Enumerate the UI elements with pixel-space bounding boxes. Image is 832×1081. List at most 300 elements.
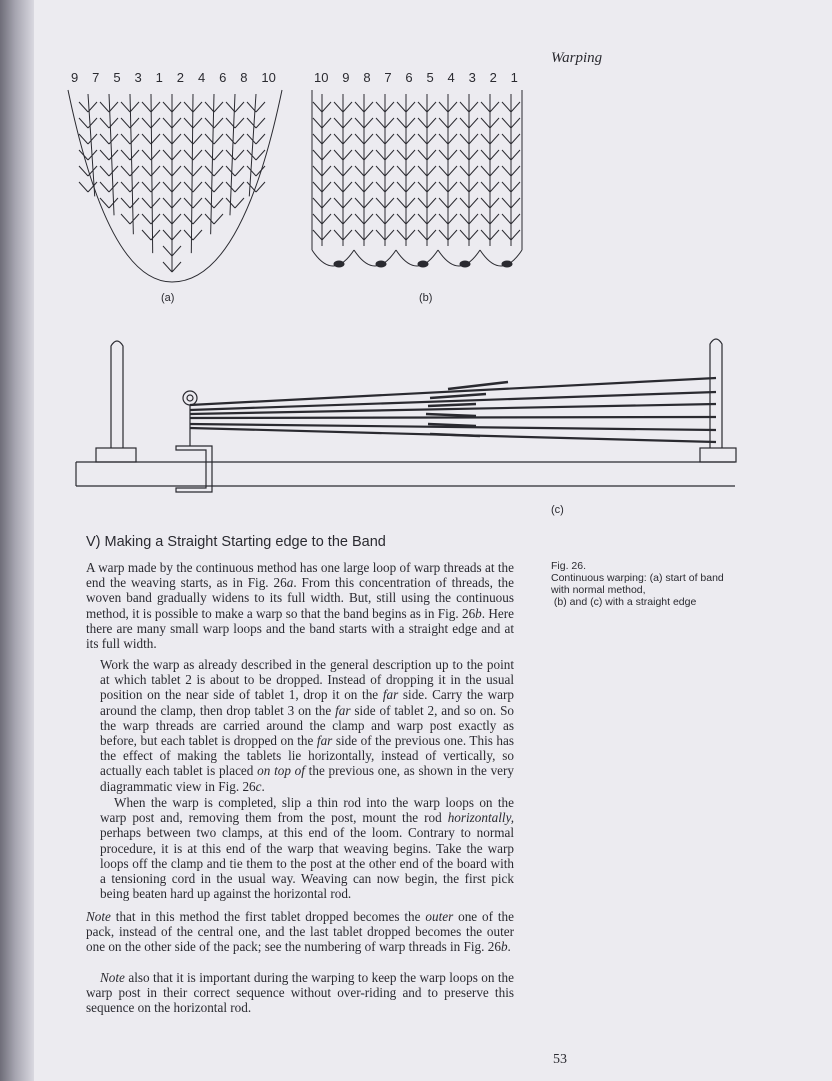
herringbone-stitch [376, 102, 385, 112]
herringbone-stitch [343, 150, 352, 160]
herringbone-stitch [235, 150, 244, 160]
herringbone-stitch [313, 102, 322, 112]
herringbone-stitch [460, 134, 469, 144]
herringbone-stitch [121, 214, 130, 224]
herringbone-stitch [439, 198, 448, 208]
herringbone-stitch [172, 118, 181, 128]
herringbone-stitch [460, 150, 469, 160]
herringbone-stitch [100, 118, 109, 128]
herringbone-stitch [256, 134, 265, 144]
herringbone-stitch [322, 198, 331, 208]
herringbone-stitch [235, 102, 244, 112]
text-run-italic: outer [425, 909, 454, 924]
herringbone-stitch [214, 134, 223, 144]
herringbone-stitch [214, 102, 223, 112]
herringbone-stitch [184, 150, 193, 160]
herringbone-stitch [130, 198, 139, 208]
herringbone-stitch [502, 166, 511, 176]
herringbone-stitch [427, 166, 436, 176]
text-run-italic: b [500, 939, 508, 955]
herringbone-stitch [511, 118, 520, 128]
herringbone-stitch [163, 102, 172, 112]
herringbone-stitch [193, 150, 202, 160]
herringbone-stitch [172, 246, 181, 256]
text-run: side of the previous one. This has the effect of making the tablets lie horizontally, instead of vertically, so actually each tablet is placed [100, 733, 514, 779]
herringbone-stitch [481, 118, 490, 128]
herringbone-stitch [448, 118, 457, 128]
herringbone-stitch [313, 118, 322, 128]
herringbone-stitch [469, 230, 478, 240]
herringbone-stitch [490, 134, 499, 144]
herringbone-stitch [385, 134, 394, 144]
herringbone-stitch [439, 134, 448, 144]
herringbone-stitch [163, 118, 172, 128]
text-run-italic: far [335, 702, 351, 718]
herringbone-stitch [322, 102, 331, 112]
herringbone-stitch [322, 230, 331, 240]
warp-loop [312, 250, 354, 266]
herringbone-stitch [193, 198, 202, 208]
herringbone-stitch [427, 102, 436, 112]
herringbone-stitch [385, 166, 394, 176]
herringbone-stitch [214, 150, 223, 160]
herringbone-stitch [460, 166, 469, 176]
warp-loop [354, 250, 396, 266]
herringbone-stitch [142, 230, 151, 240]
thread-number: 9 [71, 70, 79, 85]
herringbone-stitch [151, 102, 160, 112]
herringbone-stitch [511, 166, 520, 176]
herringbone-stitch [385, 118, 394, 128]
herringbone-stitch [313, 230, 322, 240]
herringbone-stitch [334, 214, 343, 224]
herringbone-stitch [376, 150, 385, 160]
right-warp-post [710, 339, 722, 448]
herringbone-stitch [193, 118, 202, 128]
herringbone-stitch [172, 214, 181, 224]
herringbone-stitch [172, 134, 181, 144]
thread-number: 3 [468, 70, 476, 85]
herringbone-stitch [364, 214, 373, 224]
thread-number: 7 [92, 70, 100, 85]
herringbone-stitch [193, 230, 202, 240]
herringbone-stitch [79, 150, 88, 160]
herringbone-stitch [121, 182, 130, 192]
thread-number: 2 [176, 70, 185, 85]
herringbone-stitch [235, 198, 244, 208]
herringbone-stitch [142, 166, 151, 176]
herringbone-stitch [460, 198, 469, 208]
herringbone-stitch [469, 118, 478, 128]
herringbone-stitch [469, 214, 478, 224]
herringbone-stitch [193, 166, 202, 176]
herringbone-stitch [481, 198, 490, 208]
herringbone-stitch [121, 134, 130, 144]
herringbone-stitch [205, 198, 214, 208]
herringbone-stitch [193, 134, 202, 144]
loop-shadow [460, 261, 470, 267]
herringbone-stitch [142, 134, 151, 144]
herringbone-stitch [502, 118, 511, 128]
herringbone-stitch [397, 214, 406, 224]
herringbone-stitch [490, 118, 499, 128]
herringbone-stitch [100, 182, 109, 192]
loop-shadow [376, 261, 386, 267]
herringbone-stitch [172, 262, 181, 272]
herringbone-stitch [385, 214, 394, 224]
herringbone-stitch [439, 182, 448, 192]
herringbone-stitch [355, 102, 364, 112]
text-run: side. Carry the warp around the clamp, then drop tablet 3 on the [100, 687, 514, 718]
figure-label-a: (a) [161, 292, 175, 304]
herringbone-stitch [322, 150, 331, 160]
herringbone-stitch [427, 150, 436, 160]
herringbone-stitch [172, 150, 181, 160]
band-rib-line [211, 94, 214, 234]
clamp-ring [183, 391, 197, 405]
herringbone-stitch [79, 182, 88, 192]
band-rib-line [130, 94, 133, 234]
herringbone-stitch [130, 182, 139, 192]
herringbone-stitch [448, 230, 457, 240]
herringbone-stitch [406, 182, 415, 192]
herringbone-stitch [256, 118, 265, 128]
herringbone-stitch [397, 166, 406, 176]
herringbone-stitch [151, 134, 160, 144]
herringbone-stitch [142, 182, 151, 192]
text-run: When the warp is completed, slip a thin rod into the warp loops on the warp post and, removing them from the post, mount the rod [100, 795, 514, 826]
herringbone-stitch [418, 230, 427, 240]
herringbone-stitch [322, 134, 331, 144]
herringbone-stitch [385, 182, 394, 192]
herringbone-stitch [355, 198, 364, 208]
herringbone-stitch [121, 102, 130, 112]
herringbone-stitch [205, 118, 214, 128]
herringbone-stitch [151, 150, 160, 160]
herringbone-stitch [448, 214, 457, 224]
herringbone-stitch [334, 230, 343, 240]
herringbone-stitch [355, 166, 364, 176]
herringbone-stitch [193, 182, 202, 192]
herringbone-stitch [79, 102, 88, 112]
herringbone-stitch [322, 166, 331, 176]
herringbone-stitch [418, 166, 427, 176]
paragraph-2 [100, 657, 514, 794]
herringbone-stitch [205, 182, 214, 192]
herringbone-stitch [247, 134, 256, 144]
herringbone-stitch [235, 134, 244, 144]
herringbone-stitch [163, 150, 172, 160]
herringbone-stitch [364, 150, 373, 160]
herringbone-stitch [142, 118, 151, 128]
herringbone-stitch [214, 214, 223, 224]
herringbone-stitch [448, 166, 457, 176]
herringbone-stitch [406, 134, 415, 144]
paragraph-3 [100, 795, 514, 901]
paragraph-5 [86, 970, 514, 1016]
text-run-italic: b [475, 605, 482, 621]
herringbone-stitch [427, 198, 436, 208]
loop-shadow [334, 261, 344, 267]
herringbone-stitch [172, 166, 181, 176]
herringbone-stitch [343, 214, 352, 224]
herringbone-stitch [376, 134, 385, 144]
herringbone-stitch [214, 118, 223, 128]
text-run: . From this concentration of threads, the woven band gradually widens to its full width. But, still using the continuous method, it is possible to make a warp so that the band begins as in Fig. 26 [86, 575, 514, 621]
herringbone-stitch [511, 102, 520, 112]
text-run: . Here there are many small warp loops and the band starts with a straight edge and at its full width. [86, 605, 514, 652]
herringbone-stitch [427, 230, 436, 240]
herringbone-stitch [79, 118, 88, 128]
left-block [96, 448, 136, 462]
thread-number: 4 [197, 70, 206, 85]
herringbone-stitch [313, 134, 322, 144]
herringbone-stitch [334, 102, 343, 112]
loop-shadow [502, 261, 512, 267]
caption-line: (b) and (c) with a straight edge [551, 596, 697, 608]
herringbone-stitch [355, 182, 364, 192]
herringbone-stitch [469, 198, 478, 208]
herringbone-stitch [490, 198, 499, 208]
text-run: the previous one, as shown in the very diagrammatic view in Fig. 26 [100, 763, 514, 794]
herringbone-stitch [193, 102, 202, 112]
herringbone-stitch [406, 166, 415, 176]
thread-number: 1 [155, 70, 163, 85]
herringbone-stitch [343, 166, 352, 176]
herringbone-stitch [193, 214, 202, 224]
herringbone-stitch [481, 166, 490, 176]
herringbone-stitch [469, 166, 478, 176]
herringbone-stitch [439, 102, 448, 112]
text-run-italic: a [286, 575, 294, 591]
herringbone-stitch [355, 214, 364, 224]
herringbone-stitch [364, 166, 373, 176]
herringbone-stitch [397, 150, 406, 160]
thread-number: 8 [240, 70, 248, 85]
thread-number: 5 [426, 70, 434, 85]
thread-number: 1 [510, 70, 518, 85]
herringbone-stitch [469, 102, 478, 112]
herringbone-stitch [214, 182, 223, 192]
herringbone-stitch [418, 182, 427, 192]
herringbone-stitch [448, 150, 457, 160]
herringbone-stitch [226, 166, 235, 176]
paragraph-1 [86, 560, 514, 651]
herringbone-stitch [184, 166, 193, 176]
herringbone-stitch [322, 214, 331, 224]
herringbone-stitch [397, 230, 406, 240]
herringbone-stitch [226, 102, 235, 112]
herringbone-stitch [376, 198, 385, 208]
herringbone-stitch [334, 198, 343, 208]
herringbone-stitch [100, 102, 109, 112]
herringbone-stitch [121, 118, 130, 128]
herringbone-stitch [385, 230, 394, 240]
herringbone-stitch [439, 150, 448, 160]
loop-shadow [418, 261, 428, 267]
herringbone-stitch [172, 102, 181, 112]
herringbone-stitch [397, 134, 406, 144]
herringbone-stitch [502, 102, 511, 112]
herringbone-stitch [226, 150, 235, 160]
herringbone-stitch [502, 214, 511, 224]
herringbone-stitch [343, 182, 352, 192]
herringbone-stitch [364, 102, 373, 112]
herringbone-stitch [448, 198, 457, 208]
herringbone-stitch [397, 118, 406, 128]
right-block [700, 448, 736, 462]
herringbone-stitch [406, 118, 415, 128]
herringbone-stitch [130, 214, 139, 224]
herringbone-stitch [460, 214, 469, 224]
herringbone-stitch [151, 118, 160, 128]
text-run-italic: far [382, 687, 399, 703]
herringbone-stitch [205, 102, 214, 112]
herringbone-stitch [109, 166, 118, 176]
herringbone-stitch [469, 182, 478, 192]
herringbone-stitch [163, 166, 172, 176]
band-rib-line [249, 94, 256, 196]
herringbone-stitch [439, 166, 448, 176]
herringbone-stitch [502, 150, 511, 160]
figure-label-b: (b) [419, 292, 433, 304]
herringbone-stitch [235, 166, 244, 176]
text-run-italic: on top of [257, 763, 305, 779]
herringbone-stitch [163, 230, 172, 240]
herringbone-stitch [490, 166, 499, 176]
herringbone-stitch [481, 214, 490, 224]
herringbone-stitch [502, 182, 511, 192]
herringbone-stitch [490, 230, 499, 240]
herringbone-stitch [511, 150, 520, 160]
warp-loop [438, 250, 480, 266]
herringbone-stitch [100, 150, 109, 160]
text-run: perhaps between two clamps, at this end of the loom. Contrary to normal procedure, it is at this end of the warp that weaving begins. Take the warp loops off the clamp and tie them to the post at the other end of the board with a tensioning cord in the usual way. Weaving can now begin, the first pick being beaten hard up against the horizontal rod. [100, 825, 514, 902]
herringbone-stitch [418, 150, 427, 160]
herringbone-stitch [256, 102, 265, 112]
herringbone-stitch [121, 198, 130, 208]
herringbone-stitch [376, 118, 385, 128]
caption-title: Fig. 26. [551, 560, 587, 572]
band-diagram-b [312, 90, 522, 267]
figure-label-c: (c) [551, 504, 564, 516]
herringbone-stitch [448, 102, 457, 112]
herringbone-stitch [364, 182, 373, 192]
herringbone-stitch [469, 150, 478, 160]
herringbone-stitch [205, 214, 214, 224]
herringbone-stitch [343, 134, 352, 144]
herringbone-stitch [376, 166, 385, 176]
herringbone-stitch [418, 198, 427, 208]
herringbone-stitch [406, 102, 415, 112]
herringbone-stitch [511, 198, 520, 208]
herringbone-stitch [406, 230, 415, 240]
section-heading: V) Making a Straight Starting edge to the Band [86, 534, 386, 550]
herringbone-stitch [151, 166, 160, 176]
text-run: that in this method the first tablet dropped becomes the [110, 909, 426, 924]
herringbone-stitch [490, 214, 499, 224]
text-run: one of the pack, instead of the central one, and the last tablet dropped becomes the outer one on the other side of the pack; see the numbering of warp threads in Fig. 26 [86, 909, 515, 955]
herringbone-stitch [235, 118, 244, 128]
herringbone-stitch [439, 118, 448, 128]
herringbone-stitch [439, 230, 448, 240]
thread-number: 3 [134, 70, 142, 85]
herringbone-stitch [502, 134, 511, 144]
warping-board-diagram-c [76, 339, 736, 492]
thread-number: 10 [261, 70, 276, 85]
herringbone-stitch [460, 230, 469, 240]
text-run-italic: Note [100, 970, 125, 985]
herringbone-stitch [142, 214, 151, 224]
paragraph-4 [86, 909, 514, 955]
herringbone-stitch [256, 166, 265, 176]
herringbone-stitch [448, 182, 457, 192]
herringbone-stitch [397, 198, 406, 208]
running-header: Warping [551, 50, 603, 66]
text-run-italic: Note [86, 909, 111, 924]
herringbone-stitch [355, 134, 364, 144]
text-run: side of tablet 2, and so on. So the warp threads are carried around the clamp and warp post exactly as before, but each tablet is dropped on the [100, 702, 515, 749]
figure-caption [551, 560, 771, 608]
herringbone-stitch [184, 134, 193, 144]
herringbone-stitch [502, 230, 511, 240]
herringbone-stitch [418, 118, 427, 128]
herringbone-stitch [364, 118, 373, 128]
herringbone-stitch [172, 230, 181, 240]
clamp-ring-inner [187, 395, 193, 401]
herringbone-stitch [469, 134, 478, 144]
herringbone-stitch [490, 182, 499, 192]
herringbone-stitch [256, 150, 265, 160]
herringbone-stitch [481, 230, 490, 240]
herringbone-stitch [214, 198, 223, 208]
herringbone-stitch [364, 230, 373, 240]
text-run-italic: c [255, 778, 262, 794]
herringbone-stitch [355, 150, 364, 160]
herringbone-stitch [427, 134, 436, 144]
herringbone-stitch [334, 150, 343, 160]
herringbone-stitch [313, 182, 322, 192]
herringbone-stitch [172, 182, 181, 192]
herringbone-stitch [142, 198, 151, 208]
text-run: . [507, 939, 511, 955]
herringbone-stitch [163, 182, 172, 192]
herringbone-stitch [343, 118, 352, 128]
herringbone-stitch [172, 198, 181, 208]
herringbone-stitch [364, 198, 373, 208]
herringbone-stitch [385, 198, 394, 208]
thread-number: 5 [113, 70, 121, 85]
herringbone-stitch [130, 118, 139, 128]
herringbone-stitch [376, 230, 385, 240]
thread-number: 6 [405, 70, 413, 85]
herringbone-stitch [163, 214, 172, 224]
herringbone-stitch [511, 134, 520, 144]
herringbone-stitch [490, 150, 499, 160]
band-rib-line [191, 94, 193, 253]
text-run: A warp made by the continuous method has one large loop of warp threads at the end the weaving starts, as in Fig. 26 [86, 560, 514, 591]
thread-number: 8 [363, 70, 371, 85]
text-run: . [261, 778, 265, 794]
herringbone-stitch [334, 118, 343, 128]
herringbone-stitch [406, 214, 415, 224]
herringbone-stitch [385, 150, 394, 160]
herringbone-stitch [121, 166, 130, 176]
herringbone-stitch [355, 118, 364, 128]
herringbone-stitch [481, 182, 490, 192]
herringbone-stitch [427, 214, 436, 224]
page-number: 53 [553, 1052, 567, 1067]
